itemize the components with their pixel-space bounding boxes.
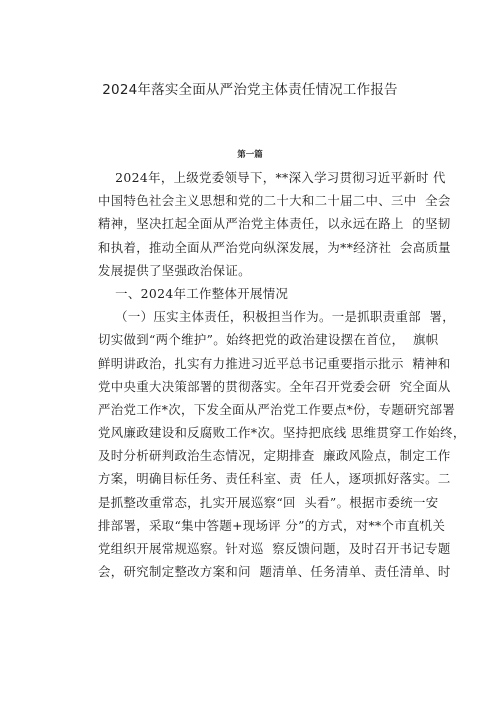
document-title: 2024年落实全面从严治党主体责任情况工作报告 [102,82,398,98]
section-label: 第一篇 [237,150,263,160]
paragraph-line: 发展提供了坚强政治保证。 [98,262,251,278]
paragraph-line: （一）压实主体责任，积极担当作为。一是抓职责重部 署， [98,309,455,325]
paragraph-line: 党组织开展常规巡察。针对巡 察反馈问题，及时召开书记专题 [98,541,451,556]
document-body [98,166,466,583]
paragraph-line: 和执着，推动全面从严治党向纵深发展，为**经济社 会高质量 [98,239,451,255]
paragraph-line: 是抓整改重常态，扎实开展巡察“回 头看”。根据市委统一安 [98,494,439,510]
paragraph-line: 排部署，采取“集中答题+现场评 分”的方式，对**个市直机关 [98,517,446,533]
paragraph-line: 2024年，上级党委领导下，**深入学习贯彻习近平新时 代 [98,170,446,185]
paragraph-line: 会，研究制定整改方案和问 题清单、任务清单、责任清单、时 [98,564,451,580]
paragraph-line: 及时分析研判政治生态情况，定期排查 廉政风险点，制定工作 [98,448,451,464]
paragraph-line: 精神，坚决扛起全面从严治党主体责任，以永远在路上 的坚韧 [98,216,451,232]
paragraph-line: 严治党工作*次，下发全面从严治党工作要点*份，专题研究部署 [98,401,456,417]
paragraph-line: 鲜明讲政治，扎实有力推进习近平总书记重要指示批示 精神和 [98,355,451,371]
paragraph-line: 党风廉政建设和反腐败工作*次。坚持把底线 思维贯穿工作始终， [98,425,466,441]
paragraph-line: 中国特色社会主义思想和党的二十大和二十届二中、三中 全会 [98,193,451,209]
paragraph-line: 切实做到“两个维护”。始终把党的政治建设摆在首位， 旗帜 [98,332,439,348]
paragraph-line: 方案，明确目标任务、责任科室、责 任人，逐项抓好落实。二 [98,471,451,487]
section-heading: 一、2024年工作整体开展情况 [98,285,289,301]
paragraph-line: 党中央重大决策部署的贯彻落实。全年召开党委会研 究全面从 [98,378,451,394]
